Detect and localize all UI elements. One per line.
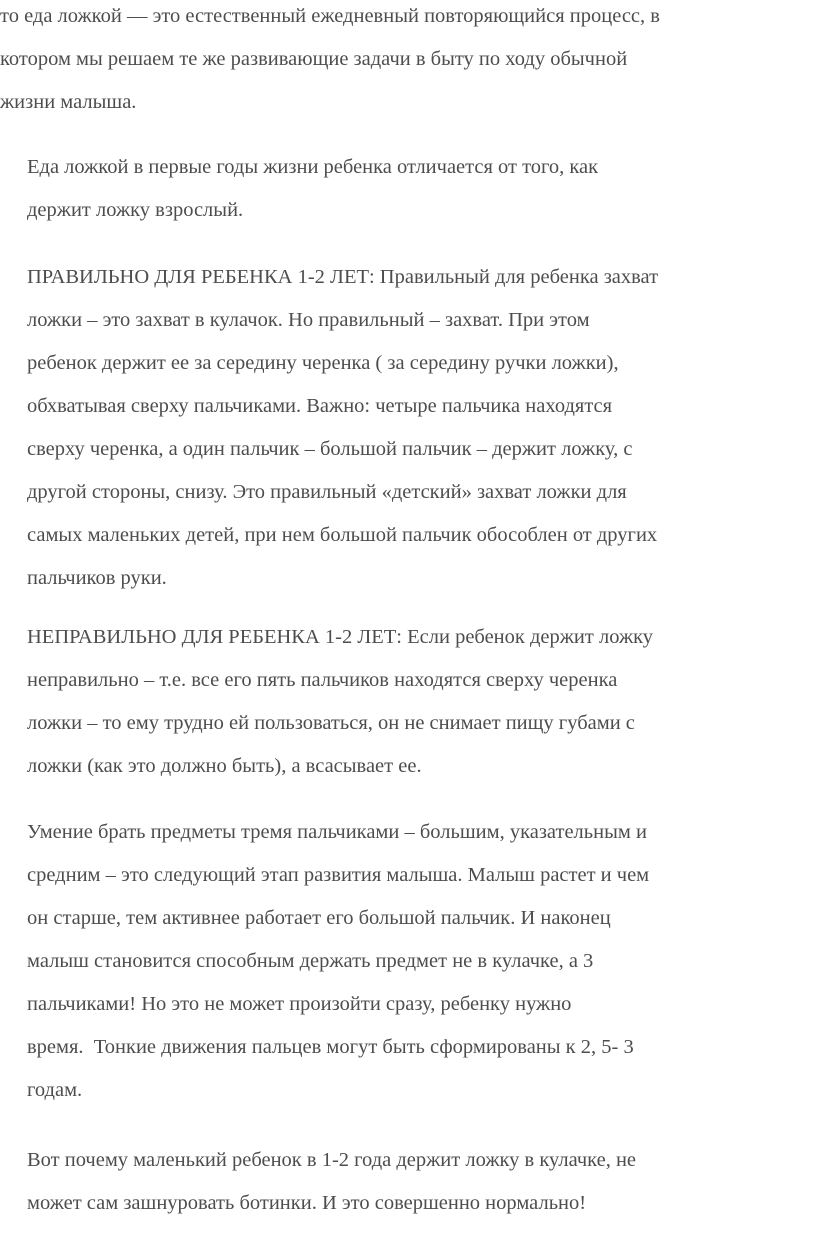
text-line: держит ложку взрослый.	[27, 199, 244, 221]
paragraph-incorrect-grip	[27, 616, 653, 788]
paragraph-conclusion	[27, 1139, 636, 1225]
text-line: котором мы решаем те же развивающие задачи в быту по ходу обычной	[0, 48, 628, 70]
text-line: Еда ложкой в первые годы жизни ребенка отличается от того, как	[27, 156, 599, 178]
paragraph-three-finger-grip	[27, 811, 649, 1112]
text-line: ПРАВИЛЬНО ДЛЯ РЕБЕНКА 1-2 ЛЕТ: Правильный для ребенка захват	[27, 266, 659, 288]
text-line: самых маленьких детей, при нем большой пальчик обособлен от других	[27, 524, 658, 546]
text-line: ложки – это захват в кулачок. Но правильный – захват. При этом	[27, 309, 590, 331]
text-line: средним – это следующий этап развития малыша. Малыш растет и чем	[27, 864, 650, 886]
paragraph-correct-grip	[27, 256, 658, 600]
paragraph-spoon-eating	[27, 146, 598, 232]
text-line: он старше, тем активнее работает его большой пальчик. И наконец	[27, 907, 611, 929]
text-line: сверху черенка, а один пальчик – большой пальчик – держит ложку, с	[27, 438, 633, 460]
text-line: малыш становится способным держать предмет не в кулачке, а 3	[27, 950, 594, 972]
text-line: другой стороны, снизу. Это правильный «детский» захват ложки для	[27, 481, 627, 503]
text-line: годам.	[27, 1079, 83, 1101]
text-line: время. Тонкие движения пальцев могут быть сформированы к 2, 5- 3	[27, 1036, 634, 1058]
text-line: неправильно – т.е. все его пять пальчиков находятся сверху черенка	[27, 669, 618, 691]
text-line: может сам зашнуровать ботинки. И это совершенно нормально!	[27, 1192, 587, 1214]
text-line: НЕПРАВИЛЬНО ДЛЯ РЕБЕНКА 1-2 ЛЕТ: Если ребенок держит ложку	[27, 626, 654, 648]
text-line: ложки – то ему трудно ей пользоваться, он не снимает пищу губами с	[27, 712, 635, 734]
text-line: Умение брать предметы тремя пальчиками – большим, указательным и	[27, 821, 647, 843]
text-line: пальчиков руки.	[27, 567, 167, 589]
text-line: ложки (как это должно быть), а всасывает ее.	[27, 755, 422, 777]
text-line: обхватывая сверху пальчиками. Важно: четыре пальчика находятся	[27, 395, 613, 417]
text-line: пальчиками! Но это не может произойти сразу, ребенку нужно	[27, 993, 572, 1015]
text-line: то еда ложкой — это естественный ежедневный повторяющийся процесс, в	[0, 5, 660, 27]
paragraph-intro-continuation	[0, 0, 660, 124]
text-line: Вот почему маленький ребенок в 1-2 года держит ложку в кулачке, не	[27, 1149, 637, 1171]
text-line: жизни малыша.	[0, 91, 137, 113]
text-line: ребенок держит ее за середину черенка ( за середину ручки ложки),	[27, 352, 619, 374]
